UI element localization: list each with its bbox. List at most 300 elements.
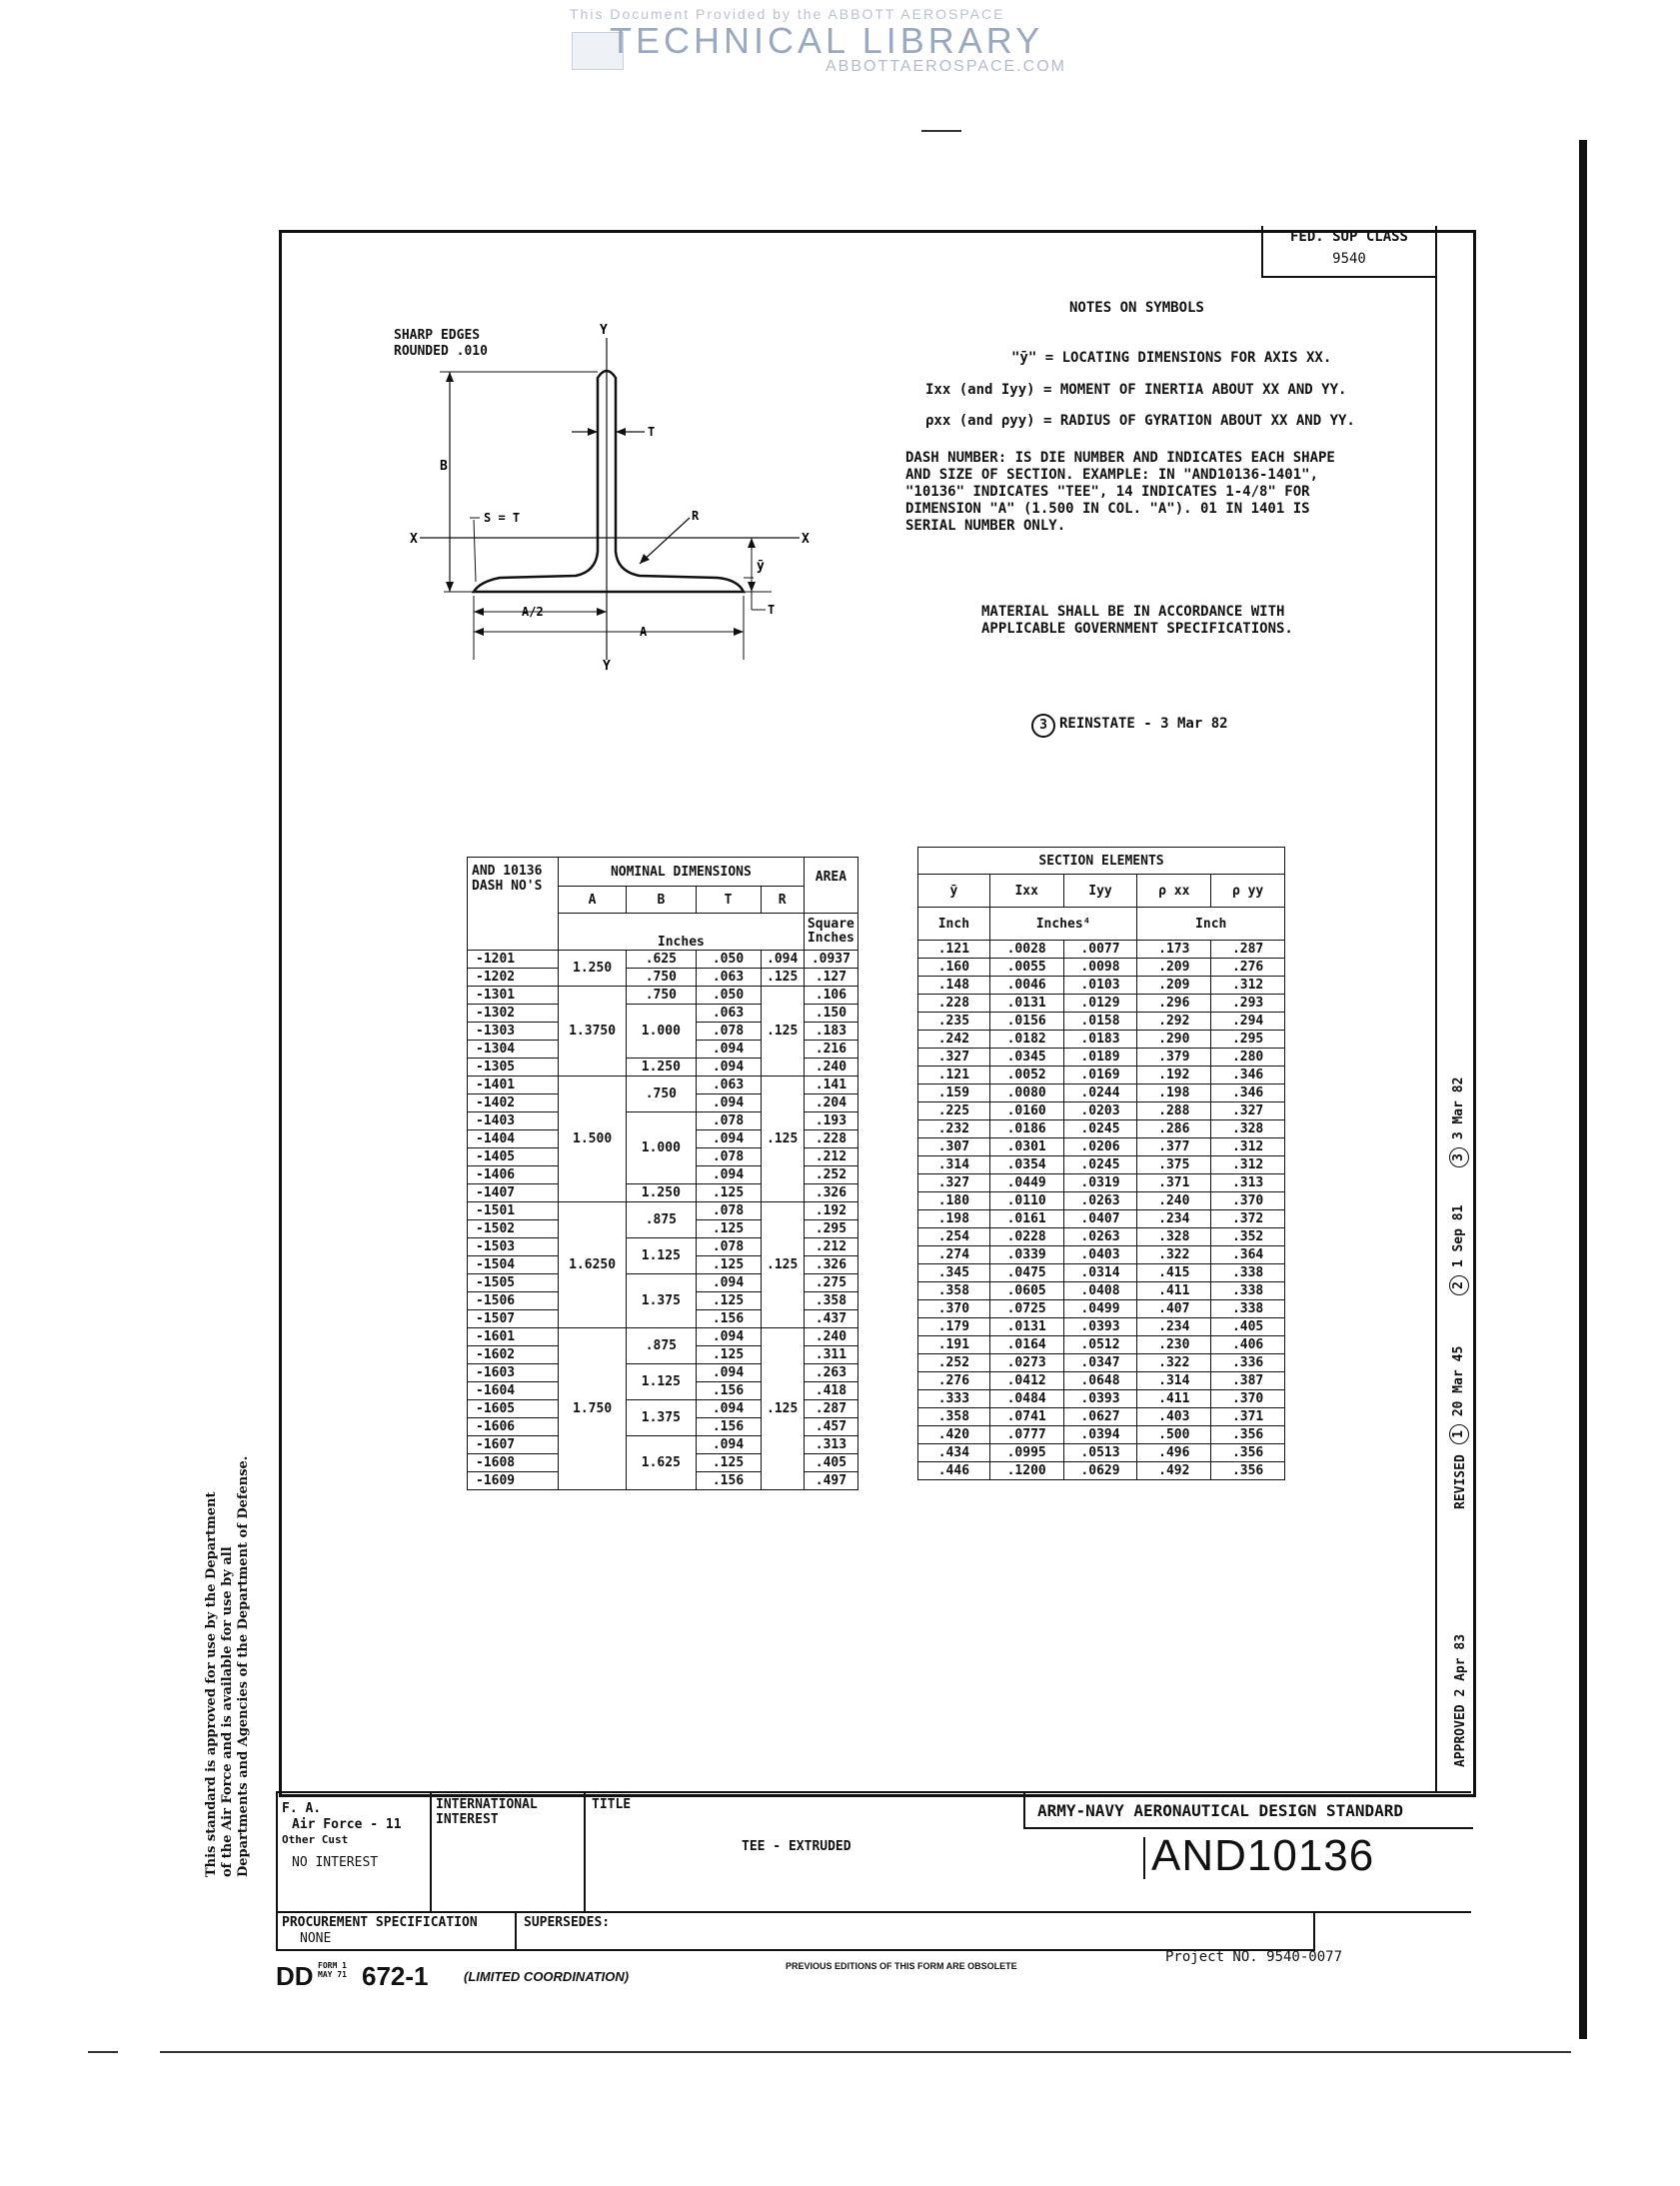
ixx-cell: .0354 [989,1156,1063,1174]
dim-t-cell: .094 [696,1094,761,1112]
pxx-cell: .377 [1137,1138,1211,1156]
ybar-cell: .159 [918,1085,990,1102]
iyy-cell: .0513 [1063,1444,1137,1462]
dim-t-cell: .125 [696,1292,761,1310]
dash-number-cell: -1507 [468,1310,559,1328]
approval-note [204,1456,252,1877]
fa-label: F. A. [282,1801,322,1816]
ybar-cell: .446 [918,1462,990,1480]
provided-line: This Document Provided by the ABBOTT AEROSPACE [570,6,1005,22]
notes-line-1: "ȳ" = LOCATING DIMENSIONS FOR AXIS XX. [1011,350,1332,366]
dash-number-cell: -1305 [468,1059,559,1077]
dim-t-cell: .094 [696,1274,761,1292]
iyy-cell: .0393 [1063,1318,1137,1336]
ybar-cell: .148 [918,977,990,995]
dim-b-cell: 1.250 [627,1184,696,1202]
iyy-cell: .0403 [1063,1246,1137,1264]
dim-b-cell: 1.125 [627,1364,696,1400]
pyy-cell: .295 [1211,1031,1285,1049]
dash-number-cell: -1503 [468,1238,559,1256]
pyy-cell: .312 [1211,1156,1285,1174]
dim-ybar: ȳ [757,559,765,574]
ybar-cell: .345 [918,1264,990,1282]
area-cell: .240 [804,1328,857,1346]
area-cell: .141 [804,1077,857,1094]
dash-number-cell: -1402 [468,1094,559,1112]
axis-y-top: Y [600,323,608,338]
area-cell: .275 [804,1274,857,1292]
table-row [468,951,858,969]
pxx-cell: .173 [1137,941,1211,959]
pxx-cell: .328 [1137,1228,1211,1246]
iyy-cell: .0648 [1063,1372,1137,1390]
table-row [918,1318,1285,1336]
ybar-cell: .314 [918,1156,990,1174]
limited-coordination: (LIMITED COORDINATION) [464,1969,630,1984]
dim-r-cell: .125 [761,987,804,1077]
revision-2-date: 1 Sep 81 [1451,1204,1466,1268]
approval-note-2: of the Air Force and is available for use by all [220,1546,235,1877]
dim-t-cell: .125 [696,1454,761,1472]
area-cell: .228 [804,1130,857,1148]
area-cell: .204 [804,1094,857,1112]
area-cell: .240 [804,1059,857,1077]
ixx-cell: .0725 [989,1300,1063,1318]
ixx-cell: .0412 [989,1372,1063,1390]
pyy-cell: .287 [1211,941,1285,959]
ixx-cell: .0160 [989,1102,1063,1120]
fed-sup-class-box [1261,226,1437,278]
material-note-2: APPLICABLE GOVERNMENT SPECIFICATIONS. [981,621,1293,637]
procurement-label: PROCUREMENT SPECIFICATION [282,1915,478,1930]
dash-number-cell: -1604 [468,1382,559,1400]
pxx-cell: .371 [1137,1174,1211,1192]
revised-label: REVISED [1453,1454,1468,1509]
table-row [468,1328,858,1346]
dash-number-cell: -1609 [468,1472,559,1490]
iyy-cell: .0319 [1063,1174,1137,1192]
dim-r-cell: .125 [761,1202,804,1328]
pxx-cell: .492 [1137,1462,1211,1480]
pxx-cell: .209 [1137,977,1211,995]
table-row [918,1013,1285,1031]
pyy-cell: .338 [1211,1300,1285,1318]
iyy-cell: .0245 [1063,1156,1137,1174]
pyy-cell: .336 [1211,1354,1285,1372]
dim-a: A [640,625,648,639]
revision-1 [1449,1346,1469,1444]
ixx-cell: .0345 [989,1049,1063,1067]
pyy-cell: .338 [1211,1282,1285,1300]
ybar-cell: .180 [918,1192,990,1210]
dim-t-cell: .125 [696,1346,761,1364]
table-row [918,1390,1285,1408]
dim-t-cell: .094 [696,1436,761,1454]
ybar-cell: .235 [918,1013,990,1031]
header-b: B [627,887,696,914]
ybar-cell: .370 [918,1300,990,1318]
dim-b: B [440,459,448,474]
pxx-cell: .322 [1137,1354,1211,1372]
dim-r-cell: .125 [761,1077,804,1202]
pxx-cell: .240 [1137,1192,1211,1210]
ybar-cell: .276 [918,1372,990,1390]
pyy-cell: .346 [1211,1085,1285,1102]
header-nominal: NOMINAL DIMENSIONS [558,858,804,887]
ixx-cell: .0161 [989,1210,1063,1228]
table-row [468,987,858,1005]
dash-number-cell: -1401 [468,1077,559,1094]
ixx-cell: .0777 [989,1426,1063,1444]
pyy-cell: .406 [1211,1336,1285,1354]
iyy-cell: .0206 [1063,1138,1137,1156]
pyy-cell: .356 [1211,1426,1285,1444]
header-ixx: Ixx [989,875,1063,908]
area-cell: .212 [804,1148,857,1166]
pxx-cell: .407 [1137,1300,1211,1318]
ybar-cell: .225 [918,1102,990,1120]
dim-t-cell: .094 [696,1166,761,1184]
ixx-cell: .0080 [989,1085,1063,1102]
header-inches4: Inches⁴ [989,908,1137,941]
approval-note-3: Departments and Agencies of the Department of Defense. [236,1455,251,1877]
area-cell: .0937 [804,951,857,969]
pyy-cell: .313 [1211,1174,1285,1192]
table-row [468,1077,858,1094]
pxx-cell: .288 [1137,1102,1211,1120]
iyy-cell: .0314 [1063,1264,1137,1282]
pxx-cell: .314 [1137,1372,1211,1390]
iyy-cell: .0244 [1063,1085,1137,1102]
ybar-cell: .228 [918,995,990,1013]
iyy-cell: .0499 [1063,1300,1137,1318]
revision-3-number: 3 [1451,1153,1466,1161]
tb-bottom-line [276,1949,1315,1951]
iyy-cell: .0103 [1063,977,1137,995]
area-cell: .192 [804,1202,857,1220]
ybar-cell: .333 [918,1390,990,1408]
dim-b-cell: 1.250 [627,1059,696,1077]
ixx-cell: .0475 [989,1264,1063,1282]
iyy-cell: .0512 [1063,1336,1137,1354]
dash-number-cell: -1504 [468,1256,559,1274]
revision-1-circle [1449,1424,1469,1444]
ybar-cell: .121 [918,1067,990,1085]
table-row [918,1462,1285,1480]
dash-number-cell: -1506 [468,1292,559,1310]
dim-t-cell: .078 [696,1112,761,1130]
header-area: AREA [804,858,857,914]
dim-t-upper: T [648,425,656,439]
area-cell: .295 [804,1220,857,1238]
pyy-cell: .312 [1211,1138,1285,1156]
area-cell: .212 [804,1238,857,1256]
ixx-cell: .0052 [989,1067,1063,1085]
header-square-inches: Square Inches [804,914,857,951]
ybar-cell: .160 [918,959,990,977]
pyy-cell: .276 [1211,959,1285,977]
table-row [468,1202,858,1220]
ixx-cell: .0449 [989,1174,1063,1192]
international-label: INTERNATIONAL INTEREST [436,1797,538,1827]
fed-sup-class-label: FED. SUP CLASS [1289,229,1408,245]
dim-t-cell: .063 [696,1077,761,1094]
pyy-cell: .338 [1211,1264,1285,1282]
scan-edge-bar [1579,140,1587,2039]
ybar-cell: .327 [918,1174,990,1192]
tb-proc-left [276,1911,278,1949]
dash-note-4: DIMENSION "A" (1.500 IN COL. "A"). 01 IN 1401 IS [905,501,1310,517]
ixx-cell: .0055 [989,959,1063,977]
area-cell: .497 [804,1472,857,1490]
header-a: A [558,887,626,914]
pxx-cell: .322 [1137,1246,1211,1264]
form-small: FORM 1 MAY 71 [318,1961,347,1979]
axis-y-bottom: Y [603,659,611,674]
dash-note-2: AND SIZE OF SECTION. EXAMPLE: IN "AND10136-1401", [905,467,1319,483]
table-row [918,1138,1285,1156]
reinstate-text: REINSTATE - 3 Mar 82 [1059,716,1228,732]
table-row [918,1372,1285,1390]
notes-line-3: ρxx (and ρyy) = RADIUS OF GYRATION ABOUT XX AND YY. [925,413,1355,429]
dim-t-cell: .125 [696,1184,761,1202]
iyy-cell: .0394 [1063,1426,1137,1444]
ybar-cell: .307 [918,1138,990,1156]
table-row [918,1426,1285,1444]
pxx-cell: .403 [1137,1408,1211,1426]
tee-section-diagram [400,320,840,680]
iyy-cell: .0263 [1063,1192,1137,1210]
area-cell: .358 [804,1292,857,1310]
table-row [918,1085,1285,1102]
table-row [918,1031,1285,1049]
dim-s-eq-t: S = T [484,511,521,525]
area-cell: .457 [804,1418,857,1436]
pyy-cell: .356 [1211,1444,1285,1462]
table-row [918,1354,1285,1372]
revision-3 [1449,1078,1469,1167]
dash-number-cell: -1406 [468,1166,559,1184]
revision-1-number: 1 [1451,1430,1466,1438]
dash-number-cell: -1501 [468,1202,559,1220]
revision-2 [1449,1205,1469,1295]
dash-number-cell: -1605 [468,1400,559,1418]
iyy-cell: .0627 [1063,1408,1137,1426]
pyy-cell: .370 [1211,1390,1285,1408]
standard-number: AND10136 [1151,1831,1375,1880]
ixx-cell: .0110 [989,1192,1063,1210]
area-cell: .150 [804,1005,857,1023]
dash-number-cell: -1601 [468,1328,559,1346]
header-inch: Inch [918,908,990,941]
project-number: Project NO. 9540-0077 [1165,1949,1343,1965]
revision-strip-divider [1435,230,1437,1791]
header-t: T [696,887,761,914]
pxx-cell: .234 [1137,1318,1211,1336]
approved-date: APPROVED 2 Apr 83 [1453,1633,1468,1767]
pyy-cell: .387 [1211,1372,1285,1390]
table-row [918,1102,1285,1120]
axis-x-right: X [802,532,810,547]
dim-b-cell: .750 [627,969,696,987]
iyy-cell: .0245 [1063,1120,1137,1138]
iyy-cell: .0183 [1063,1031,1137,1049]
pxx-cell: .292 [1137,1013,1211,1031]
ixx-cell: .0228 [989,1228,1063,1246]
table-row [918,1282,1285,1300]
table-row [918,1210,1285,1228]
dash-number-cell: -1606 [468,1418,559,1436]
header-ybar: ȳ [918,875,990,908]
dash-number-cell: -1301 [468,987,559,1005]
pyy-cell: .327 [1211,1102,1285,1120]
dash-number-cell: -1302 [468,1005,559,1023]
dim-b-cell: .750 [627,987,696,1005]
dim-b-cell: .875 [627,1328,696,1364]
pyy-cell: .352 [1211,1228,1285,1246]
ybar-cell: .198 [918,1210,990,1228]
ybar-cell: .327 [918,1049,990,1067]
reinstate-circle [1031,714,1055,738]
part-title: TEE - EXTRUDED [742,1839,851,1854]
pxx-cell: .411 [1137,1390,1211,1408]
table-row [918,1049,1285,1067]
iyy-cell: .0098 [1063,959,1137,977]
table-row [468,969,858,987]
approval-note-1: This standard is approved for use by the Department [204,1491,219,1877]
area-cell: .183 [804,1023,857,1041]
standard-number-divider [1143,1837,1145,1879]
area-cell: .106 [804,987,857,1005]
tb-proc-right [1313,1911,1315,1949]
pxx-cell: .230 [1137,1336,1211,1354]
dash-note-3: "10136" INDICATES "TEE", 14 INDICATES 1-4/8" FOR [905,484,1310,500]
ixx-cell: .0186 [989,1120,1063,1138]
header-r: R [761,887,804,914]
notes-line-2: Ixx (and Iyy) = MOMENT OF INERTIA ABOUT XX AND YY. [925,382,1347,398]
pxx-cell: .296 [1137,995,1211,1013]
fed-sup-class-value: 9540 [1332,251,1366,267]
area-cell: .437 [804,1310,857,1328]
iyy-cell: .0393 [1063,1390,1137,1408]
dim-r-cell: .125 [761,1328,804,1490]
dim-b-cell: 1.000 [627,1112,696,1184]
dim-b-cell: 1.375 [627,1274,696,1328]
form-dd: DD [276,1961,314,1991]
ixx-cell: .1200 [989,1462,1063,1480]
procurement-value: NONE [300,1931,332,1946]
pyy-cell: .405 [1211,1318,1285,1336]
iyy-cell: .0189 [1063,1049,1137,1067]
dim-t-cell: .094 [696,1130,761,1148]
title-label: TITLE [592,1797,632,1812]
dim-b-cell: .875 [627,1202,696,1238]
dim-a-cell: 1.500 [558,1077,626,1202]
ixx-cell: .0131 [989,995,1063,1013]
dim-t-lower: T [768,603,776,617]
ybar-cell: .252 [918,1354,990,1372]
air-force-label: Air Force - 11 [292,1817,402,1832]
iyy-cell: .0407 [1063,1210,1137,1228]
iyy-cell: .0158 [1063,1013,1137,1031]
area-cell: .252 [804,1166,857,1184]
scan-dash [921,130,961,132]
area-cell: .263 [804,1364,857,1382]
dim-t-cell: .078 [696,1238,761,1256]
dim-a-half: A/2 [522,605,544,619]
iyy-cell: .0169 [1063,1067,1137,1085]
pxx-cell: .192 [1137,1067,1211,1085]
axis-x-left: X [410,532,418,547]
ybar-cell: .232 [918,1120,990,1138]
rounded-label: ROUNDED .010 [394,344,488,359]
header-pxx: ρ xx [1137,875,1211,908]
ybar-cell: .191 [918,1336,990,1354]
iyy-cell: .0129 [1063,995,1137,1013]
dim-t-cell: .156 [696,1418,761,1436]
header-inches: Inches [558,914,804,951]
dim-t-cell: .125 [696,1256,761,1274]
dash-number-cell: -1201 [468,951,559,969]
dim-t-cell: .063 [696,969,761,987]
area-cell: .311 [804,1346,857,1364]
dash-number-cell: -1403 [468,1112,559,1130]
title-block [276,1791,1471,1911]
dim-t-cell: .094 [696,1364,761,1382]
dash-number-cell: -1304 [468,1041,559,1059]
standard-name: ARMY-NAVY AERONAUTICAL DESIGN STANDARD [1037,1801,1404,1820]
pyy-cell: .371 [1211,1408,1285,1426]
pxx-cell: .375 [1137,1156,1211,1174]
notes-title: NOTES ON SYMBOLS [1069,300,1204,316]
table-row [918,1336,1285,1354]
pyy-cell: .346 [1211,1067,1285,1085]
ixx-cell: .0484 [989,1390,1063,1408]
ybar-cell: .420 [918,1426,990,1444]
iyy-cell: .0077 [1063,941,1137,959]
header-pyy: ρ yy [1211,875,1285,908]
sharp-edges-label: SHARP EDGES [394,328,481,343]
area-cell: .193 [804,1112,857,1130]
pxx-cell: .496 [1137,1444,1211,1462]
supersedes-label: SUPERSEDES: [524,1915,611,1930]
pxx-cell: .286 [1137,1120,1211,1138]
iyy-cell: .0629 [1063,1462,1137,1480]
dim-t-cell: .125 [696,1220,761,1238]
table-row [918,941,1285,959]
table-row [918,1300,1285,1318]
ixx-cell: .0046 [989,977,1063,995]
dash-note-1: DASH NUMBER: IS DIE NUMBER AND INDICATES EACH SHAPE [905,450,1335,466]
pyy-cell: .370 [1211,1192,1285,1210]
dim-t-cell: .156 [696,1472,761,1490]
material-note-1: MATERIAL SHALL BE IN ACCORDANCE WITH [981,604,1285,620]
area-cell: .216 [804,1041,857,1059]
tb-proc-divider [515,1911,517,1949]
other-cust-label: Other Cust [282,1833,349,1846]
pyy-cell: .372 [1211,1210,1285,1228]
iyy-cell: .0203 [1063,1102,1137,1120]
dash-number-cell: -1303 [468,1023,559,1041]
pxx-cell: .198 [1137,1085,1211,1102]
revision-3-circle [1449,1147,1469,1167]
no-interest-label: NO INTEREST [292,1855,379,1870]
pyy-cell: .312 [1211,977,1285,995]
dim-t-cell: .063 [696,1005,761,1023]
dim-a-cell: 1.3750 [558,987,626,1077]
dash-note-5: SERIAL NUMBER ONLY. [905,518,1066,534]
pxx-cell: .379 [1137,1049,1211,1067]
